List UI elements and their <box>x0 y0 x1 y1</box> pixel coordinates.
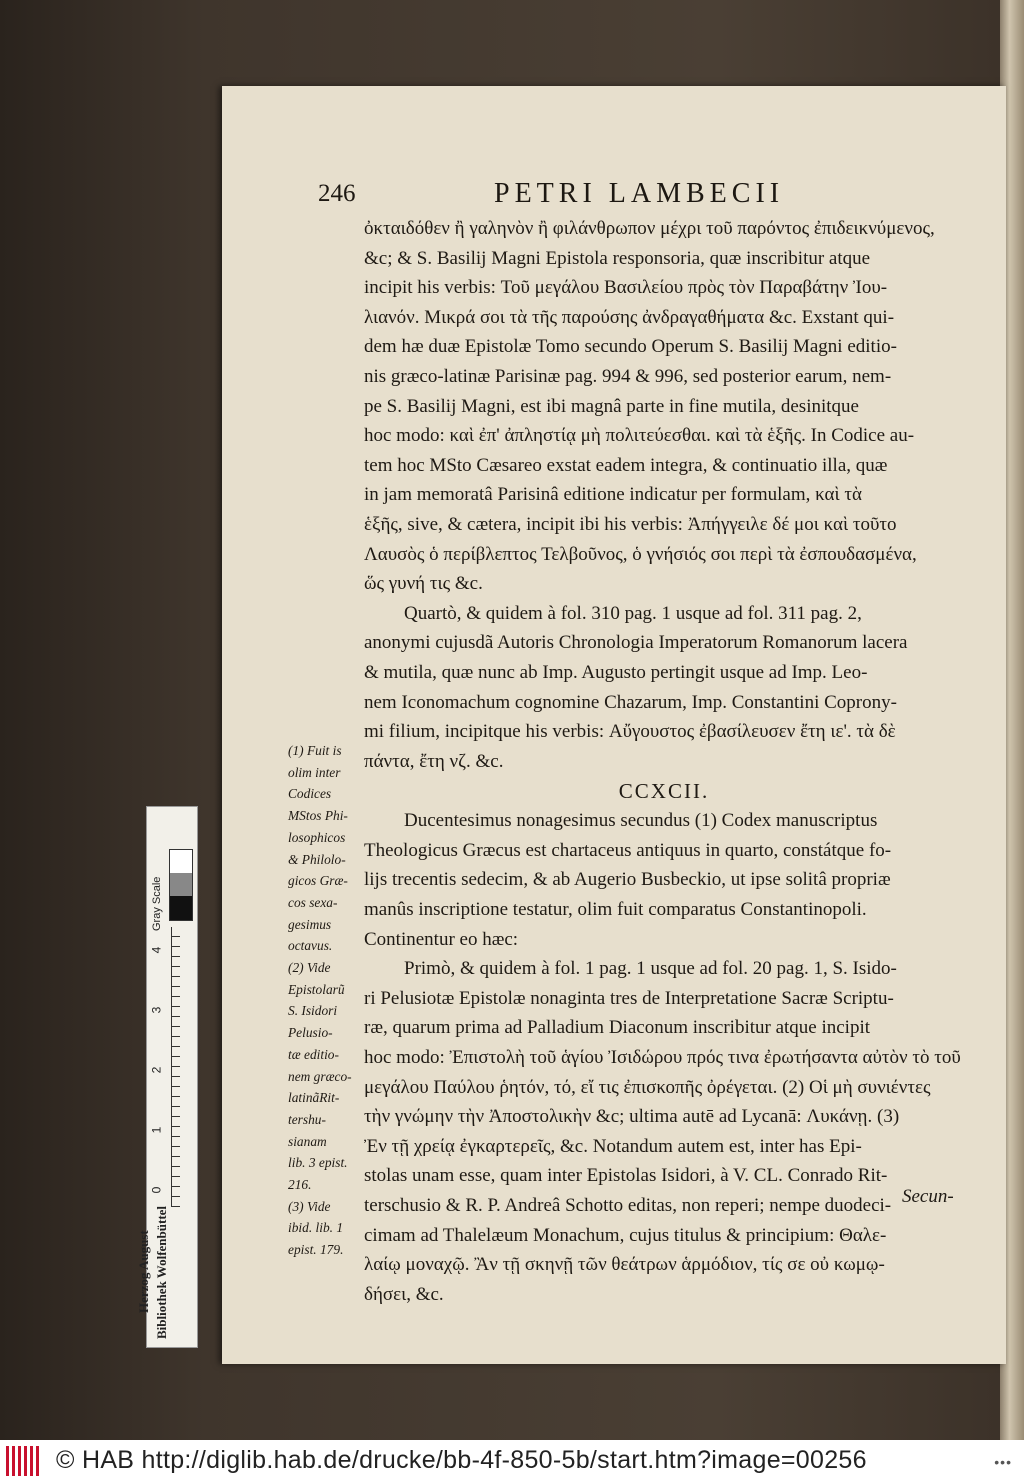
marginal-line: gesimus <box>288 916 332 932</box>
text-line: lijs trecentis sedecim, & ab Augerio Busbeckio, ut ipse solitâ propriæ <box>364 869 891 891</box>
text-line: δήσει, &c. <box>364 1283 444 1305</box>
hab-logo-icon <box>6 1446 40 1476</box>
marginal-line: nem græco- <box>288 1068 352 1084</box>
marginal-line: octavus. <box>288 938 333 954</box>
library-label: Herzog August Bibliothek Wolfenbüttel <box>136 1205 169 1339</box>
ruler-number: 4 <box>149 946 164 954</box>
text-line: hoc modo: καὶ ἐπ' ἀπληστίᾳ μὴ πολιτεύεσθαι. καὶ τὰ ἑξῆς. In Codice au- <box>364 425 915 447</box>
text-line: anonymi cujusdã Autoris Chronologia Imperatorum Romanorum lacera <box>364 632 908 654</box>
marginal-line: olim inter <box>288 764 341 780</box>
text-line: &c; & S. Basilij Magni Epistola responsoria, quæ inscribitur atque <box>364 247 871 269</box>
marginal-notes <box>288 740 362 1261</box>
marginal-line: gicos Græ- <box>288 873 348 889</box>
marginal-line: lib. 3 epist. <box>288 1155 348 1171</box>
text-line: ἑξῆς, sive, & cætera, incipit ibi his verbis: Ἀπήγγειλε δέ μοι καὶ τοῦτο <box>364 513 897 535</box>
text-line: λιανόν. Μικρά σοι τὰ τῆς παρούσης ἀνδραγαθήματα &c. Exstant qui- <box>364 306 895 328</box>
text-line: hoc modo: Ἐπιστολὴ τοῦ ἁγίου Ἰσιδώρου πρός τινα ἐρωτήσαντα αὐτὸν τὸ τοῦ <box>364 1047 961 1069</box>
text-line: stolas unam esse, quam inter Epistolas Isidori, à V. CL. Conrado Rit- <box>364 1165 888 1187</box>
section-heading: CCXCII. <box>618 779 710 804</box>
text-line: tem hoc MSto Cæsareo exstat eadem integra, & continuatio illa, quæ <box>364 454 888 476</box>
ruler-ticks <box>171 927 194 1207</box>
copyright-url[interactable]: © HAB http://diglib.hab.de/drucke/bb-4f-850-5b/start.htm?image=00256 <box>56 1446 867 1474</box>
marginal-line: Pelusio- <box>288 1025 333 1041</box>
text-line: cimam ad Thalelæum Monachum, cujus titulus & principium: Θαλε- <box>364 1224 887 1246</box>
ruler-number: 0 <box>149 1186 164 1194</box>
page-number: 246 <box>318 180 356 207</box>
marginal-line: epist. 179. <box>288 1242 344 1258</box>
catchword: Secun- <box>902 1186 954 1207</box>
text-line: Ducentesimus nonagesimus secundus (1) Codex manuscriptus <box>404 810 878 832</box>
marginal-line: Codices <box>288 786 332 802</box>
marginal-line: sianam <box>288 1133 327 1149</box>
text-line: Continentur eo hæc: <box>364 928 519 950</box>
text-line: Ἐν τῇ χρείᾳ ἐγκαρτερεῖς, &c. Notandum autem est, inter has Epi- <box>364 1135 862 1157</box>
marginal-line: & Philolo- <box>288 851 346 867</box>
text-line: ræ, quarum prima ad Palladium Diaconum inscribitur atque incipit <box>364 1017 871 1039</box>
text-line: Primò, & quidem à fol. 1 pag. 1 usque ad fol. 20 pag. 1, S. Isido- <box>404 958 897 980</box>
marginal-line: tæ editio- <box>288 1046 339 1062</box>
more-options-icon[interactable]: ••• <box>994 1454 1012 1470</box>
scale-ruler <box>136 806 198 1348</box>
text-line: manûs inscriptione testatur, olim fuit comparatus Constantinopoli. <box>364 899 867 921</box>
marginal-line: latinãRit- <box>288 1090 340 1106</box>
marginal-line: MStos Phi- <box>288 808 348 824</box>
marginal-line: S. Isidori <box>288 1003 338 1019</box>
text-line: pe S. Basilij Magni, est ibi magnâ parte in fine mutila, desinitque <box>364 395 859 417</box>
text-line: Theologicus Græcus est chartaceus antiquus in quarto, constátque fo- <box>364 839 892 861</box>
marginal-line: 216. <box>288 1177 312 1193</box>
gray-scale-label: Gray Scale <box>151 876 163 931</box>
text-line: ri Pelusiotæ Epistolæ nonaginta tres de Interpretatione Sacræ Scriptu- <box>364 987 894 1009</box>
text-line: nem Iconomachum cognomine Chazarum, Imp. Constantini Coprony- <box>364 691 897 713</box>
marginal-line: cos sexa- <box>288 894 338 910</box>
text-line: mi filium, incipitque his verbis: Αὔγουστος ἐβασίλευσεν ἔτη ιε'. τὰ δὲ <box>364 721 896 743</box>
ruler-number: 1 <box>149 1126 164 1134</box>
marginal-line: Epistolarũ <box>288 981 345 997</box>
text-line: πάντα, ἔτη νζ. &c. <box>364 750 504 772</box>
text-line: Quartò, & quidem à fol. 310 pag. 1 usque ad fol. 311 pag. 2, <box>404 602 862 624</box>
footer-bar <box>0 1440 1024 1482</box>
text-line: terschusio & R. P. Andreâ Schotto editas, non reperi; nempe duodeci- <box>364 1195 892 1216</box>
gray-scale-swatch <box>169 849 193 921</box>
book-page <box>222 86 1006 1364</box>
ruler-number: 2 <box>149 1066 164 1074</box>
marginal-line: (2) Vide <box>288 960 331 976</box>
marginal-line: tershu- <box>288 1111 326 1127</box>
text-line: Λαυσὸς ὁ περίβλεπτος Τελβοῦνος, ὁ γνήσιός σοι περὶ τὰ ἐσπουδασμένα, <box>364 543 917 565</box>
text-line: in jam memoratâ Parisinâ editione indicatur per formulam, καὶ τὰ <box>364 484 862 506</box>
text-line: incipit his verbis: Τοῦ μεγάλου Βασιλείου πρὸς τὸν Παραβάτην Ἰου- <box>364 277 888 299</box>
marginal-line: (1) Fuit is <box>288 743 342 758</box>
text-line: dem hæ duæ Epistolæ Tomo secundo Operum S. Basilij Magni editio- <box>364 336 897 358</box>
page-header <box>318 180 888 214</box>
main-text <box>364 214 964 1309</box>
marginal-line: ibid. lib. 1 <box>288 1220 344 1236</box>
text-line: ὥς γυνή τις &c. <box>364 573 483 595</box>
text-line: & mutila, quæ nunc ab Imp. Augusto pertingit usque ad Imp. Leo- <box>364 661 868 683</box>
text-line: τὴν γνώμην τὴν Ἀποστολικὴν &c; ultima autē ad Lycanā: Λυκάνῃ. (3) <box>364 1106 900 1128</box>
marginal-line: (3) Vide <box>288 1198 331 1214</box>
marginal-line: losophicos <box>288 829 346 845</box>
ruler-number: 3 <box>149 1006 164 1014</box>
text-line: λαίῳ μοναχῷ. Ἂν τῇ σκηνῇ τῶν θεάτρων ἁρμόδιον, τίς σε οὐ κωμῳ- <box>364 1254 885 1276</box>
text-line: nis græco-latinæ Parisinæ pag. 994 & 996, sed posterior earum, nem- <box>364 365 892 387</box>
running-head: PETRI LAMBECII <box>494 178 785 209</box>
text-line: μεγάλου Παύλου ῥητόν, τό, εἴ τις ἐπισκοπῆς ὀρέγεται. (2) Οἱ μὴ συνιέντες <box>364 1076 931 1098</box>
text-line: ὀκταιδόθεν ἢ γαληνὸν ἢ φιλάνθρωπον μέχρι τοῦ παρόντος ἐπιδεικνύμενος, <box>364 218 935 239</box>
